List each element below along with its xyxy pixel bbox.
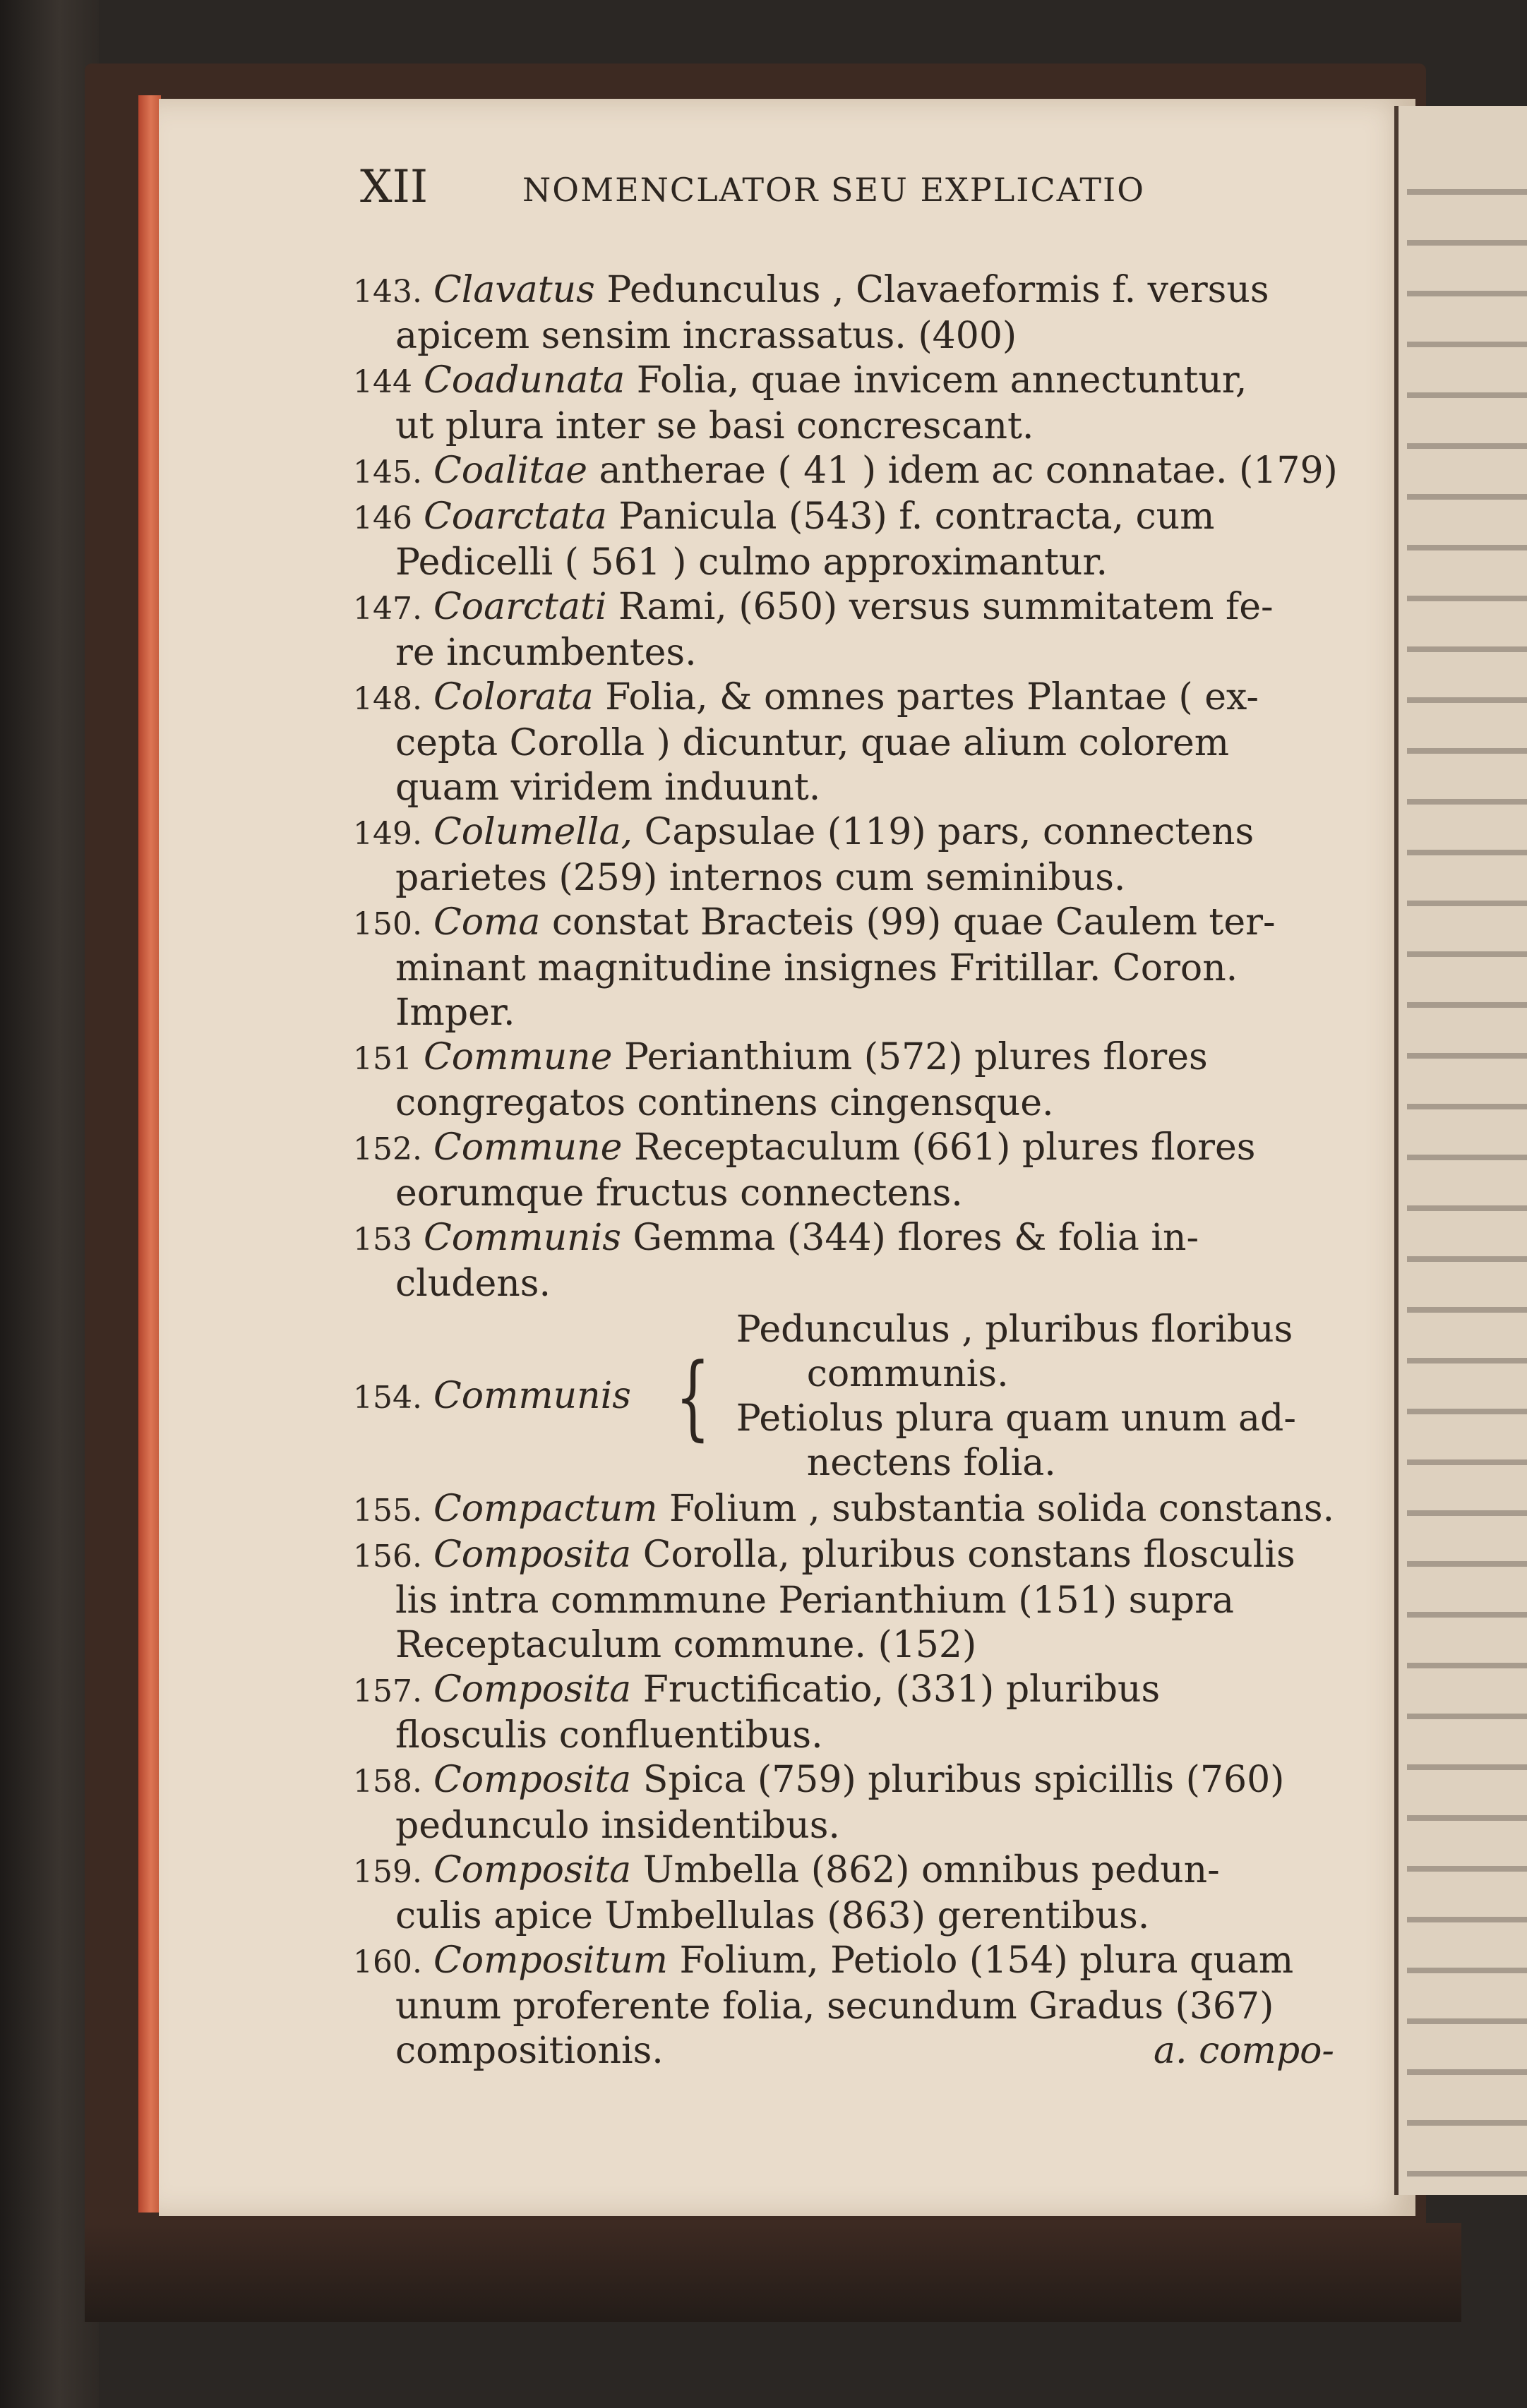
catchword: a. compo- [1154,2030,1334,2072]
entry-156: 156. Composita Corolla, pluribus constans flosculis lis intra commmune Perianthium (151) supra Receptaculum commune. (152) [353,1534,1295,1666]
running-header [360,161,1334,224]
term: Clavatus [433,269,595,311]
entry-154: 154. Communis { Pedunculus , pluribus floribus communis. Petiolus plura quam unum ad- nectens folia. [353,1308,1296,1484]
brace: { [675,1343,711,1450]
entry-147: 147. Coarctati Rami, (650) versus summitatem fe- re incumbentes. [353,586,1274,674]
facing-page-fragment [1394,106,1527,2195]
entry-158: 158. Composita Spica (759) pluribus spicillis (760) pedunculo insidentibus. [353,1759,1285,1847]
entry-145: 145. Coalitae antherae ( 41 ) idem ac connatae. (179) [353,450,1338,492]
book-bottom-edge [85,2223,1461,2322]
red-page-edge [138,95,161,2213]
entry-143: 143. Clavatus Pedunculus , Clavaeformis f. versus apicem sensim incrassatus. (400) [353,269,1269,357]
page-number: XII [360,161,429,213]
entry-159: 159. Composita Umbella (862) omnibus pedun- culis apice Umbellulas (863) gerentibus. [353,1849,1220,1937]
entry-153: 153 Communis Gemma (344) flores & folia in- cludens. [353,1217,1199,1305]
entry-149: 149. Columella, Capsulae (119) pars, connectens parietes (259) internos cum seminibus. [353,811,1254,899]
entry-150: 150. Coma constat Bracteis (99) quae Caulem ter- minant magnitudine insignes Fritillar. Coron. Imper. [353,901,1276,1034]
entry-157: 157. Composita Fructificatio, (331) pluribus flosculis confluentibus. [353,1668,1161,1757]
entry-148: 148. Colorata Folia, & omnes partes Plantae ( ex- cepta Corolla ) dicuntur, quae alium colorem quam viridem induunt. [353,676,1259,809]
book-cover-left [0,0,99,2408]
entry-152: 152. Commune Receptaculum (661) plures flores eorumque fructus connectens. [353,1126,1256,1215]
page-title: NOMENCLATOR SEU EXPLICATIO [522,171,1145,209]
entry-155: 155. Compactum Folium , substantia solida constans. [353,1488,1335,1530]
entry-146: 146 Coarctata Panicula (543) f. contracta, cum Pedicelli ( 561 ) culmo approximantur. [353,495,1215,584]
entry-list [353,268,1355,2073]
entry-160: 160. Compositum Folium, Petiolo (154) plura quam unum proferente folia, secundum Gradus (367) compositionis. a. compo- [353,1939,1334,2072]
entry-151: 151 Commune Perianthium (572) plures flores congregatos continens cingensque. [353,1036,1208,1124]
facing-page-text-lines [1407,162,1527,2195]
entry-144: 144 Coadunata Folia, quae invicem annectuntur, ut plura inter se basi concrescant. [353,359,1247,447]
